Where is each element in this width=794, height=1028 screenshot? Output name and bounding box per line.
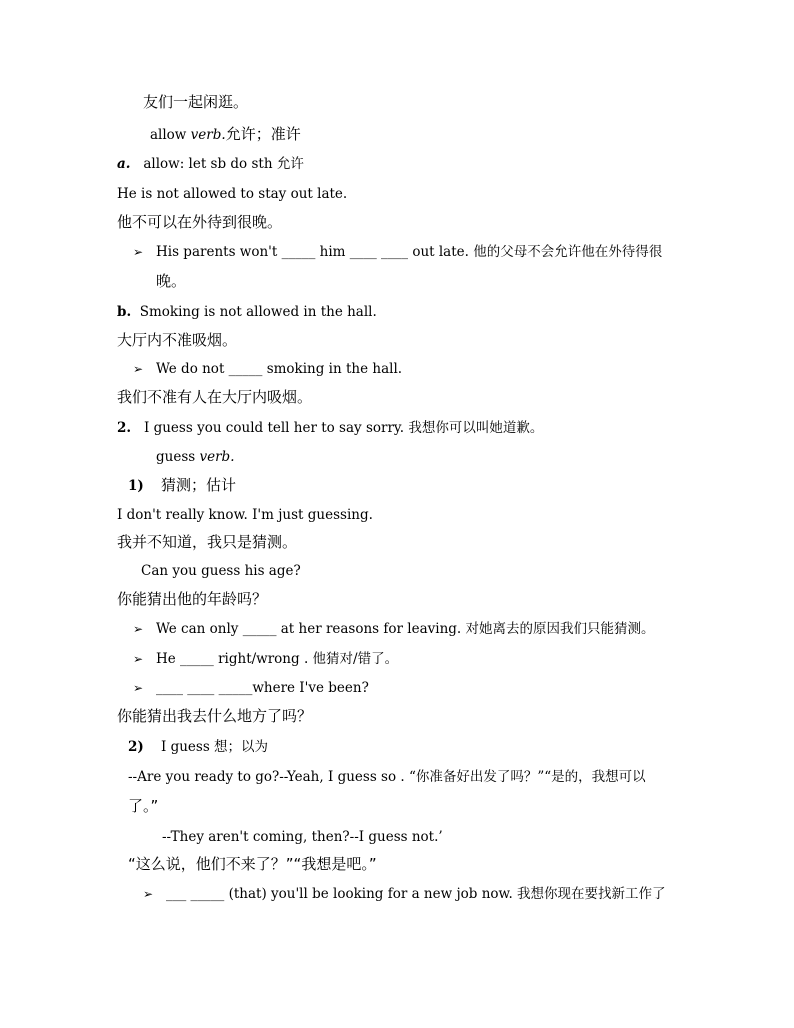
line-11: 我们不准有人在大厅内吸烟。 bbox=[117, 388, 313, 406]
line-22: 你能猜出我去什么地方了吗？ bbox=[117, 707, 313, 725]
line-24: --Are you ready to go?--Yeah, I guess so . “你准备好出发了吗？”“是的，我想可以 bbox=[128, 769, 646, 785]
line-02 bbox=[150, 124, 301, 145]
line-05: 他不可以在外待到很晚。 bbox=[117, 213, 283, 231]
arrow-bullet-icon: ➢ bbox=[133, 245, 144, 259]
line-01: 友们一起闲逛。 bbox=[143, 93, 249, 111]
line-12 bbox=[117, 418, 543, 438]
label-2paren: 2) bbox=[128, 739, 144, 755]
label-2: 2. bbox=[117, 420, 132, 436]
smoking-sentence: Smoking is not allowed in the hall. bbox=[139, 304, 377, 320]
arrow-bullet-icon: ➢ bbox=[133, 362, 144, 376]
line-27: “这么说，他们不来了？”“我想是吧。” bbox=[128, 855, 377, 873]
line-21: ____ ____ _____where I've been? bbox=[156, 680, 369, 696]
line-08 bbox=[117, 302, 377, 322]
line-14 bbox=[128, 475, 236, 496]
line-16: 我并不知道，我只是猜测。 bbox=[117, 533, 298, 551]
line-19: We can only _____ at her reasons for leaving. 对她离去的原因我们只能猜测。 bbox=[156, 621, 655, 637]
line-25: 了。” bbox=[128, 797, 159, 815]
definition-allow: 允许；准许 bbox=[225, 125, 301, 143]
line-07: 晚。 bbox=[156, 272, 187, 290]
line-20: He _____ right/wrong . 他猜对/错了。 bbox=[156, 651, 399, 667]
arrow-bullet-icon: ➢ bbox=[133, 681, 144, 695]
arrow-bullet-icon: ➢ bbox=[133, 652, 144, 666]
line-04: He is not allowed to stay out late. bbox=[117, 186, 348, 202]
line-17: Can you guess his age? bbox=[141, 563, 301, 579]
line-09: 大厅内不准吸烟。 bbox=[117, 331, 238, 349]
guess-sentence: I guess you could tell her to say sorry. 我想你可以叫她道歉。 bbox=[143, 420, 544, 436]
line-23 bbox=[128, 737, 268, 757]
pos-verb: verb. bbox=[199, 449, 235, 465]
line-18: 你能猜出他的年龄吗？ bbox=[117, 590, 268, 608]
line-10: We do not _____ smoking in the hall. bbox=[156, 361, 403, 377]
arrow-bullet-icon: ➢ bbox=[133, 622, 144, 636]
line-13 bbox=[156, 447, 235, 467]
line-15: I don't really know. I'm just guessing. bbox=[117, 507, 373, 523]
line-28: ___ _____ (that) you'll be looking for a new job now. 我想你现在要找新工作了 bbox=[166, 886, 666, 902]
term-allow: allow bbox=[150, 127, 187, 143]
term-guess: guess bbox=[156, 449, 196, 465]
label-1paren: 1) bbox=[128, 478, 144, 494]
line-03 bbox=[117, 154, 304, 174]
arrow-bullet-icon: ➢ bbox=[143, 887, 154, 901]
guess-sense-2: I guess 想；以为 bbox=[160, 739, 269, 755]
guess-sense-1: 猜测；估计 bbox=[160, 476, 236, 494]
line-06: His parents won't _____ him ____ ____ out late. 他的父母不会允许他在外待得很 bbox=[156, 244, 663, 260]
pos-verb: verb. bbox=[190, 127, 226, 143]
allow-usage: allow: let sb do sth 允许 bbox=[143, 156, 304, 172]
label-a: a. bbox=[117, 156, 131, 172]
line-26: --They aren't coming, then?--I guess not.’ bbox=[162, 829, 443, 845]
label-b: b. bbox=[117, 304, 132, 320]
